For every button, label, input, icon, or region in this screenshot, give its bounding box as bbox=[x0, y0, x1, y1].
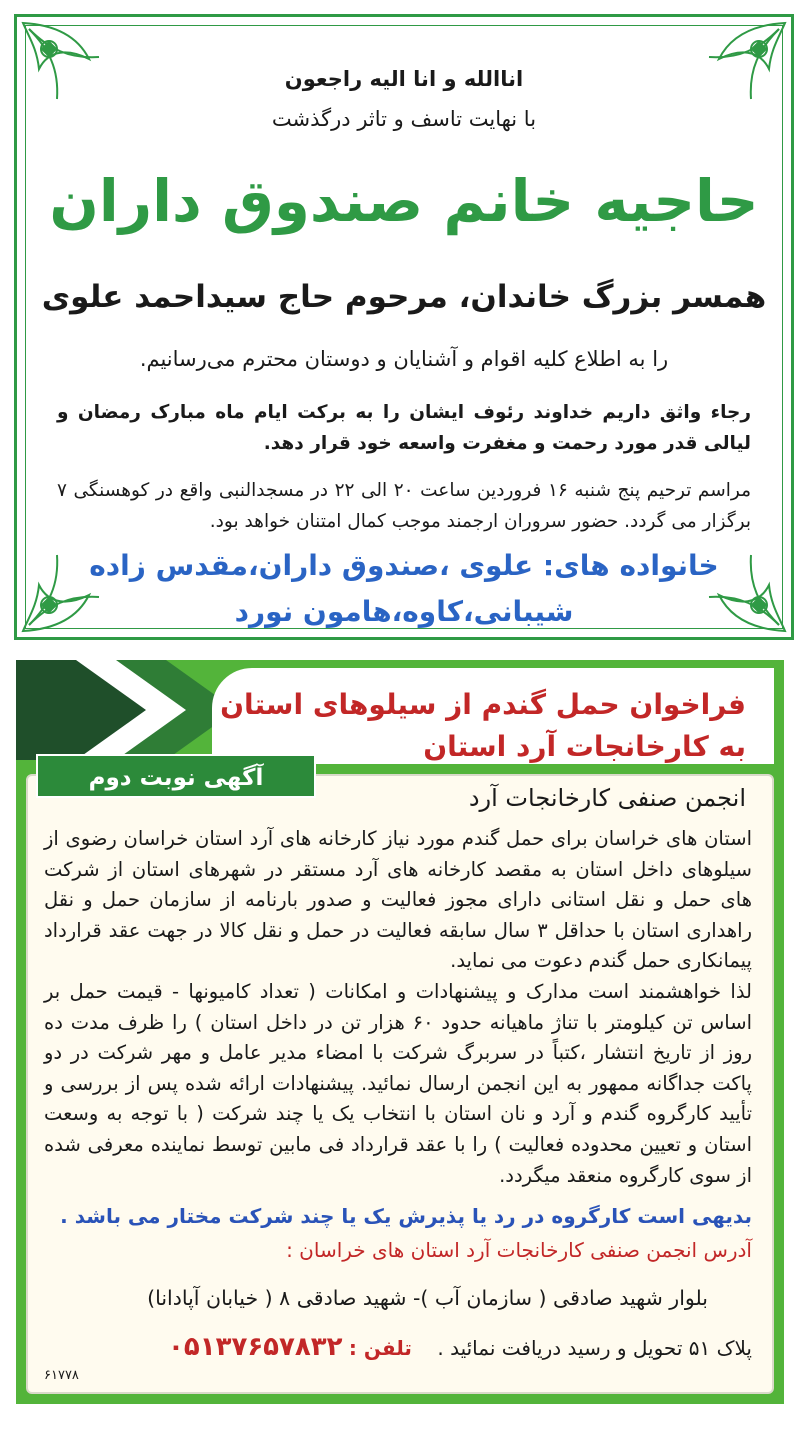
second-round-badge: آگهی نوبت دوم bbox=[36, 754, 316, 798]
wheat-transport-notice bbox=[16, 660, 784, 1404]
tel-label: تلفن : bbox=[348, 1336, 412, 1360]
association-name: انجمن صنفی کارخانجات آرد bbox=[468, 784, 746, 812]
inform-line: را به اطلاع کلیه اقوام و آشنایان و دوستان محترم می‌رسانیم. bbox=[139, 347, 669, 371]
prayer-paragraph: رجاء واثق داریم خداوند رئوف ایشان را به برکت ایام ماه مبارک رمضان و لیالی قدر مورد رحمت و مغفرت واسعه خود قرار دهد. bbox=[57, 402, 751, 454]
address-line-2-text: پلاک ۵۱ تحویل و رسید دریافت نمائید . bbox=[437, 1336, 752, 1360]
notice-title-line-1: فراخوان حمل گندم از سیلوهای استان bbox=[220, 688, 746, 721]
title-banner bbox=[212, 668, 774, 764]
notice-paragraph-1: استان های خراسان برای حمل گندم مورد نیاز کارخانه های آرد استان خراسان رضوی از سیلوهای داخل استان به مقصد کارخانه های آرد مستقر در شهرهای استان از شرکت های حمل و نقل استانی دارای مجوز فعالیت و صدور بارنامه از سازمان حمل و نقل راهداری استان با حداقل ۳ سال سابقه فعالیت در حمل و نقل کالا در جهت عقد قرارداد پیمانکاری حمل گندم دعوت می نماید. bbox=[44, 827, 752, 973]
deceased-name: حاجیه خانم صندوق داران bbox=[49, 167, 759, 235]
corner-ornament-icon bbox=[697, 19, 789, 111]
families-line-2: شیبانی،کاوه،هامون نورد bbox=[234, 595, 574, 628]
obituary-notice bbox=[14, 14, 794, 640]
ad-code: ۶۱۷۷۸ bbox=[44, 1368, 79, 1383]
corner-ornament-icon bbox=[19, 19, 111, 111]
spouse-line: همسر بزرگ خاندان، مرحوم حاج سیداحمد علوی bbox=[41, 279, 767, 315]
families-block bbox=[17, 543, 791, 635]
ceremony-paragraph: مراسم ترحیم پنج شنبه ۱۶ فروردین ساعت ۲۰ الی ۲۲ در مسجدالنبی واقع در کوهسنگی ۷ برگزار می گردد. حضور سروران ارجمند موجب کمال امتنان خواهد بود. bbox=[57, 480, 751, 532]
address-title: آدرس انجمن صنفی کارخانجات آرد استان های خراسان : bbox=[286, 1238, 752, 1262]
notice-note: بدیهی است کارگروه در رد یا پذیرش یک یا چند شرکت مختار می باشد . bbox=[60, 1204, 752, 1228]
tel-number: ۰۵۱۳۷۶۵۷۸۳۲ bbox=[167, 1332, 343, 1362]
address-line-1: بلوار شهید صادقی ( سازمان آب )- شهید صادقی ۸ ( خیابان آپادانا) bbox=[147, 1286, 708, 1310]
notice-title-line-2: به کارخانجات آرد استان bbox=[423, 730, 746, 763]
notice-paragraph-2: لذا خواهشمند است مدارک و پیشنهادات و امکانات ( تعداد کامیونها - قیمت حمل بر اساس تن کیلومتر با تناژ ماهیانه حدود ۶۰ هزار تن در داخل استان ) را ظرف مدت ده روز از تاریخ انتشار ،کتباً در سربرگ شرکت با امضاء مدیر عامل و مهر شرکت در دو پاکت جداگانه ممهور به این انجمن ارسال نمائید. پیشنهادات ارائه شده پس از بررسی و تأیید کارگروه گندم و آرد و نان استان با انتخاب یک یا چند شرکت ( با توجه به وسعت استان و تعیین محدوده فعالیت ) را با عقد قرارداد فی مابین توسط نماینده معرفی شده از سوی کارگروه منعقد میگردد. bbox=[44, 979, 752, 1187]
notice-text bbox=[44, 824, 752, 1191]
families-line-1: خانواده های: علوی ،صندوق داران،مقدس زاده bbox=[89, 549, 719, 582]
notice-body bbox=[26, 774, 774, 1394]
obituary-verse: اناالله و انا الیه راجعون bbox=[284, 67, 524, 91]
address-line-2 bbox=[40, 1332, 752, 1362]
obituary-intro: با نهایت تاسف و تاثر درگذشت bbox=[271, 107, 537, 131]
